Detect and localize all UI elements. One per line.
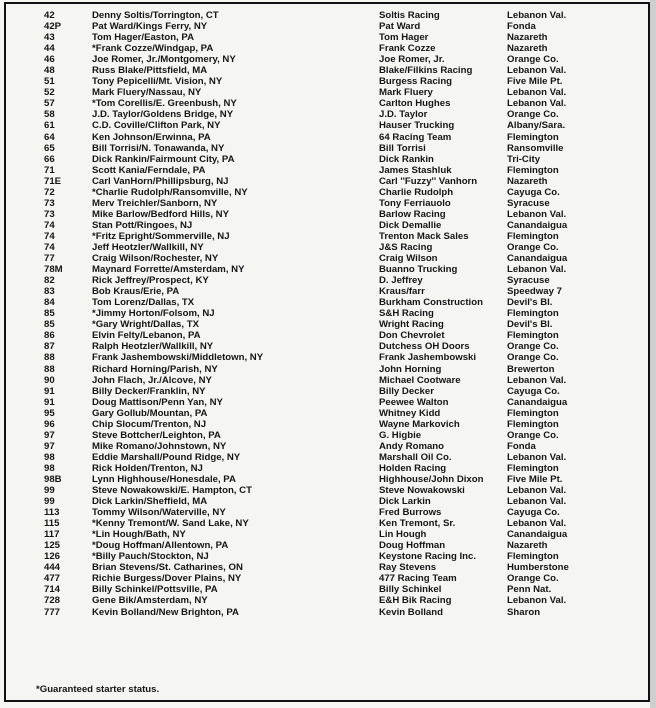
entry-list <box>6 10 652 618</box>
driver-hometown: Denny Soltis/Torrington, CT <box>92 10 219 21</box>
driver-hometown: Doug Mattison/Penn Yan, NY <box>92 396 223 408</box>
table-row <box>6 397 652 408</box>
home-track: Lebanon Val. <box>507 451 567 463</box>
home-track: Five Mile Pt. <box>507 473 563 485</box>
table-row <box>6 375 652 386</box>
car-number: 64 <box>44 131 55 143</box>
car-owner: Craig Wilson <box>379 253 438 265</box>
driver-hometown: Kevin Bolland/New Brighton, PA <box>92 606 239 618</box>
table-row <box>6 297 652 308</box>
car-number: 78M <box>44 264 63 276</box>
home-track: Fonda <box>507 21 536 33</box>
car-owner: Joe Romer, Jr. <box>379 54 445 66</box>
driver-hometown: Rick Jeffrey/Prospect, KY <box>92 275 209 287</box>
home-track: Flemington <box>507 418 559 430</box>
table-row <box>6 120 652 131</box>
home-track: Syracuse <box>507 197 550 209</box>
driver-hometown: Brian Stevens/St. Catharines, ON <box>92 562 243 574</box>
car-number: 88 <box>44 363 55 375</box>
driver-hometown: Dick Rankin/Fairmount City, PA <box>92 153 235 165</box>
driver-hometown: Rick Holden/Trenton, NJ <box>92 462 203 474</box>
table-row <box>6 32 652 43</box>
car-owner: Frank Jashembowski <box>379 352 477 364</box>
car-owner: James Stashluk <box>379 164 452 176</box>
driver-hometown: Tony Pepicelli/Mt. Vision, NY <box>92 76 223 88</box>
table-row <box>6 132 652 143</box>
home-track: Devil's Bl. <box>507 319 553 331</box>
driver-hometown: Merv Treichler/Sanborn, NY <box>92 197 218 209</box>
home-track: Flemington <box>507 407 559 419</box>
home-track: Flemington <box>507 230 559 242</box>
table-row <box>6 518 652 529</box>
car-owner: Highhouse/John Dixon <box>379 473 484 485</box>
driver-hometown: Tom Lorenz/Dallas, TX <box>92 297 195 309</box>
table-row <box>6 463 652 474</box>
car-owner: E&H Bik Racing <box>379 595 452 607</box>
table-row <box>6 529 652 540</box>
home-track: Fonda <box>507 440 536 452</box>
driver-hometown: Russ Blake/Pittsfield, MA <box>92 65 208 77</box>
car-number: 117 <box>44 529 60 541</box>
driver-hometown: Bob Kraus/Erie, PA <box>92 286 180 298</box>
car-number: 74 <box>44 241 55 253</box>
driver-hometown: Gary Gollub/Mountan, PA <box>92 407 208 419</box>
driver-hometown: Tommy Wilson/Waterville, NY <box>92 507 226 519</box>
table-row <box>6 65 652 76</box>
driver-hometown: Mike Barlow/Bedford Hills, NY <box>92 208 230 220</box>
driver-hometown: *Fritz Epright/Sommerville, NJ <box>92 230 230 242</box>
home-track: Orange Co. <box>507 54 559 66</box>
table-row <box>6 187 652 198</box>
table-row <box>6 507 652 518</box>
home-track: Lebanon Val. <box>507 87 567 99</box>
driver-hometown: Billy Decker/Franklin, NY <box>92 385 206 397</box>
home-track: Humberstone <box>507 562 569 574</box>
driver-hometown: *Lin Hough/Bath, NY <box>92 529 186 541</box>
car-owner: Ray Stevens <box>379 562 437 574</box>
table-row <box>6 98 652 109</box>
car-number: 91 <box>44 385 55 397</box>
car-owner: Bill Torrisi <box>379 142 426 154</box>
home-track: Orange Co. <box>507 341 559 353</box>
car-number: 87 <box>44 341 55 353</box>
car-owner: Dutchess OH Doors <box>379 341 470 353</box>
driver-hometown: Lynn Highhouse/Honesdale, PA <box>92 473 236 485</box>
table-row <box>6 286 652 297</box>
driver-hometown: *Charlie Rudolph/Ransomville, NY <box>92 186 248 198</box>
home-track: Devil's Bl. <box>507 297 553 309</box>
table-row <box>6 76 652 87</box>
driver-hometown: *Doug Hoffman/Allentown, PA <box>92 540 229 552</box>
driver-hometown: Bill Torrisi/N. Tonawanda, NY <box>92 142 225 154</box>
car-owner: Steve Nowakowski <box>379 485 465 497</box>
table-row <box>6 584 652 595</box>
car-owner: Dick Larkin <box>379 496 431 508</box>
car-number: 71 <box>44 164 55 176</box>
home-track: Flemington <box>507 164 559 176</box>
car-number: 43 <box>44 32 55 44</box>
table-row <box>6 485 652 496</box>
car-owner: G. Higbie <box>379 429 422 441</box>
car-owner: Billy Decker <box>379 385 434 397</box>
car-number: 714 <box>44 584 61 596</box>
table-row <box>6 595 652 606</box>
table-row <box>6 474 652 485</box>
driver-hometown: Steve Bottcher/Leighton, PA <box>92 429 221 441</box>
car-number: 444 <box>44 562 61 574</box>
car-number: 73 <box>44 208 55 220</box>
car-number: 126 <box>44 551 61 563</box>
car-number: 99 <box>44 485 55 497</box>
table-row <box>6 165 652 176</box>
driver-hometown: Frank Jashembowski/Middletown, NY <box>92 352 264 364</box>
driver-hometown: *Frank Cozze/Windgap, PA <box>92 43 214 55</box>
table-row <box>6 308 652 319</box>
car-owner: Hauser Trucking <box>379 120 455 132</box>
table-row <box>6 540 652 551</box>
home-track: Nazareth <box>507 175 548 187</box>
home-track: Speedway 7 <box>507 286 562 298</box>
driver-hometown: Ralph Heotzler/Wallkill, NY <box>92 341 214 353</box>
car-owner: Keystone Racing Inc. <box>379 551 477 563</box>
driver-hometown: Craig Wilson/Rochester, NY <box>92 253 219 265</box>
car-number: 74 <box>44 230 55 242</box>
driver-hometown: Mike Romano/Johnstown, NY <box>92 440 227 452</box>
car-number: 84 <box>44 297 55 309</box>
driver-hometown: Ken Johnson/Erwinna, PA <box>92 131 211 143</box>
car-number: 115 <box>44 518 60 530</box>
car-owner: J.D. Taylor <box>379 109 428 121</box>
home-track: Nazareth <box>507 32 548 44</box>
car-owner: Wayne Markovich <box>379 418 460 430</box>
home-track: Lebanon Val. <box>507 264 567 276</box>
home-track: Flemington <box>507 551 559 563</box>
table-row <box>6 264 652 275</box>
home-track: Cayuga Co. <box>507 385 560 397</box>
car-number: 728 <box>44 595 61 607</box>
table-row <box>6 573 652 584</box>
table-row <box>6 21 652 32</box>
table-row <box>6 275 652 286</box>
car-owner: J&S Racing <box>379 241 433 253</box>
car-number: 66 <box>44 153 55 165</box>
driver-hometown: Steve Nowakowski/E. Hampton, CT <box>92 485 252 497</box>
table-row <box>6 408 652 419</box>
car-owner: Peewee Walton <box>379 396 449 408</box>
home-track: Flemington <box>507 462 559 474</box>
driver-hometown: *Tom Corellis/E. Greenbush, NY <box>92 98 237 110</box>
car-owner: Charlie Rudolph <box>379 186 454 198</box>
driver-hometown: Gene Bik/Amsterdam, NY <box>92 595 208 607</box>
car-number: 58 <box>44 109 55 121</box>
car-number: 44 <box>44 43 55 55</box>
car-number: 72 <box>44 186 55 198</box>
home-track: Lebanon Val. <box>507 98 567 110</box>
car-number: 125 <box>44 540 61 552</box>
car-owner: Dick Rankin <box>379 153 434 165</box>
home-track: Canandaigua <box>507 253 568 265</box>
home-track: Lebanon Val. <box>507 485 567 497</box>
table-row <box>6 143 652 154</box>
car-owner: Buanno Trucking <box>379 264 458 276</box>
driver-hometown: Scott Kania/Ferndale, PA <box>92 164 206 176</box>
car-owner: Pat Ward <box>379 21 421 33</box>
car-number: 74 <box>44 219 55 231</box>
car-number: 98 <box>44 451 55 463</box>
car-number: 98 <box>44 462 55 474</box>
home-track: Orange Co. <box>507 109 559 121</box>
car-number: 96 <box>44 418 55 430</box>
driver-hometown: Stan Pott/Ringoes, NJ <box>92 219 193 231</box>
table-row <box>6 10 652 21</box>
car-owner: Tony Ferriauolo <box>379 197 451 209</box>
home-track: Five Mile Pt. <box>507 76 563 88</box>
table-row <box>6 364 652 375</box>
car-owner: Holden Racing <box>379 462 447 474</box>
table-frame <box>4 2 650 702</box>
home-track: Lebanon Val. <box>507 595 567 607</box>
driver-hometown: *Billy Pauch/Stockton, NJ <box>92 551 209 563</box>
table-row <box>6 209 652 220</box>
driver-hometown: Carl VanHorn/Phillipsburg, NJ <box>92 175 229 187</box>
car-owner: S&H Racing <box>379 308 434 320</box>
car-number: 85 <box>44 319 55 331</box>
home-track: Nazareth <box>507 43 548 55</box>
table-row <box>6 386 652 397</box>
driver-hometown: *Jimmy Horton/Folsom, NJ <box>92 308 215 320</box>
car-number: 90 <box>44 374 55 386</box>
car-number: 57 <box>44 98 55 110</box>
car-owner: Kraus/farr <box>379 286 425 298</box>
car-number: 99 <box>44 496 55 508</box>
car-owner: Billy Schinkel <box>379 584 442 596</box>
driver-hometown: Eddie Marshall/Pound Ridge, NY <box>92 451 241 463</box>
table-row <box>6 341 652 352</box>
car-number: 91 <box>44 396 55 408</box>
home-track: Flemington <box>507 308 559 320</box>
table-row <box>6 176 652 187</box>
car-owner: Wright Racing <box>379 319 444 331</box>
car-owner: Burgess Racing <box>379 76 453 88</box>
home-track: Flemington <box>507 330 559 342</box>
car-owner: Burkham Construction <box>379 297 483 309</box>
car-owner: Dick Demallie <box>379 219 442 231</box>
car-number: 98B <box>44 473 62 485</box>
car-owner: Andy Romano <box>379 440 445 452</box>
home-track: Tri-City <box>507 153 541 165</box>
driver-hometown: Richie Burgess/Dover Plains, NY <box>92 573 242 585</box>
footnote: *Guaranteed starter status. <box>36 684 160 695</box>
table-row <box>6 496 652 507</box>
home-track: Canandaigua <box>507 219 568 231</box>
home-track: Orange Co. <box>507 241 559 253</box>
home-track: Orange Co. <box>507 573 559 585</box>
car-owner: Doug Hoffman <box>379 540 446 552</box>
driver-hometown: Pat Ward/Kings Ferry, NY <box>92 21 208 33</box>
table-row <box>6 441 652 452</box>
car-number: 51 <box>44 76 55 88</box>
home-track: Lebanon Val. <box>507 496 567 508</box>
car-owner: D. Jeffrey <box>379 275 423 287</box>
home-track: Lebanon Val. <box>507 374 567 386</box>
car-owner: Trenton Mack Sales <box>379 230 469 242</box>
driver-hometown: Chip Slocum/Trenton, NJ <box>92 418 207 430</box>
home-track: Orange Co. <box>507 352 559 364</box>
table-row <box>6 607 652 618</box>
car-owner: Blake/Filkins Racing <box>379 65 473 77</box>
table-row <box>6 452 652 463</box>
driver-hometown: *Kenny Tremont/W. Sand Lake, NY <box>92 518 249 530</box>
table-row <box>6 198 652 209</box>
home-track: Sharon <box>507 606 541 618</box>
driver-hometown: Joe Romer, Jr./Montgomery, NY <box>92 54 236 66</box>
car-owner: Soltis Racing <box>379 10 440 21</box>
car-number: 42 <box>44 10 55 21</box>
car-number: 52 <box>44 87 55 99</box>
table-row <box>6 231 652 242</box>
driver-hometown: C.D. Coville/Clifton Park, NY <box>92 120 221 132</box>
car-owner: Ken Tremont, Sr. <box>379 518 456 530</box>
home-track: Flemington <box>507 131 559 143</box>
car-number: 113 <box>44 507 60 519</box>
car-number: 61 <box>44 120 55 132</box>
car-number: 65 <box>44 142 55 154</box>
home-track: Albany/Sara. <box>507 120 566 132</box>
table-row <box>6 430 652 441</box>
car-number: 42P <box>44 21 62 33</box>
car-owner: John Horning <box>379 363 442 375</box>
home-track: Canandaigua <box>507 396 568 408</box>
car-number: 777 <box>44 606 61 618</box>
car-owner: Lin Hough <box>379 529 427 541</box>
table-row <box>6 242 652 253</box>
home-track: Canandaigua <box>507 529 568 541</box>
driver-hometown: John Flach, Jr./Alcove, NY <box>92 374 212 386</box>
home-track: Lebanon Val. <box>507 208 567 220</box>
driver-hometown: Maynard Forrette/Amsterdam, NY <box>92 264 245 276</box>
car-number: 88 <box>44 352 55 364</box>
driver-hometown: Billy Schinkel/Pottsville, PA <box>92 584 218 596</box>
driver-hometown: Dick Larkin/Sheffield, MA <box>92 496 208 508</box>
car-owner: Tom Hager <box>379 32 429 44</box>
home-track: Nazareth <box>507 540 548 552</box>
car-number: 71E <box>44 175 62 187</box>
table-row <box>6 562 652 573</box>
car-owner: Kevin Bolland <box>379 606 443 618</box>
car-number: 48 <box>44 65 55 77</box>
driver-hometown: J.D. Taylor/Goldens Bridge, NY <box>92 109 234 121</box>
car-owner: Barlow Racing <box>379 208 446 220</box>
home-track: Lebanon Val. <box>507 10 567 21</box>
home-track: Ransomville <box>507 142 564 154</box>
car-number: 97 <box>44 440 55 452</box>
home-track: Brewerton <box>507 363 555 375</box>
car-owner: Mark Fluery <box>379 87 433 99</box>
table-row <box>6 54 652 65</box>
driver-hometown: *Gary Wright/Dallas, TX <box>92 319 199 331</box>
driver-hometown: Jeff Heotzler/Wallkill, NY <box>92 241 204 253</box>
table-row <box>6 43 652 54</box>
home-track: Lebanon Val. <box>507 65 567 77</box>
car-number: 477 <box>44 573 61 585</box>
car-number: 82 <box>44 275 55 287</box>
driver-hometown: Mark Fluery/Nassau, NY <box>92 87 202 99</box>
table-row <box>6 253 652 264</box>
driver-hometown: Tom Hager/Easton, PA <box>92 32 194 44</box>
home-track: Orange Co. <box>507 429 559 441</box>
car-owner: Carl ''Fuzzy'' Vanhorn <box>379 175 478 187</box>
car-number: 46 <box>44 54 55 66</box>
table-row <box>6 154 652 165</box>
car-owner: Marshall Oil Co. <box>379 451 452 463</box>
car-number: 86 <box>44 330 55 342</box>
car-number: 97 <box>44 429 55 441</box>
driver-hometown: Elvin Felty/Lebanon, PA <box>92 330 201 342</box>
table-row <box>6 109 652 120</box>
car-owner: Fred Burrows <box>379 507 442 519</box>
home-track: Cayuga Co. <box>507 186 560 198</box>
table-row <box>6 87 652 98</box>
car-owner: Don Chevrolet <box>379 330 445 342</box>
car-owner: Michael Cootware <box>379 374 461 386</box>
car-number: 85 <box>44 308 55 320</box>
car-owner: Carlton Hughes <box>379 98 451 110</box>
table-row <box>6 220 652 231</box>
table-row <box>6 352 652 363</box>
home-track: Syracuse <box>507 275 550 287</box>
table-row <box>6 419 652 430</box>
car-number: 77 <box>44 253 55 265</box>
car-owner: Frank Cozze <box>379 43 436 55</box>
table-row <box>6 319 652 330</box>
table-row <box>6 551 652 562</box>
car-owner: Whitney Kidd <box>379 407 441 419</box>
car-number: 95 <box>44 407 55 419</box>
home-track: Penn Nat. <box>507 584 552 596</box>
car-owner: 477 Racing Team <box>379 573 457 585</box>
table-row <box>6 330 652 341</box>
driver-hometown: Richard Horning/Parish, NY <box>92 363 218 375</box>
car-owner: 64 Racing Team <box>379 131 452 143</box>
car-number: 83 <box>44 286 55 298</box>
home-track: Lebanon Val. <box>507 518 567 530</box>
home-track: Cayuga Co. <box>507 507 560 519</box>
page-edge <box>650 0 656 708</box>
car-number: 73 <box>44 197 55 209</box>
